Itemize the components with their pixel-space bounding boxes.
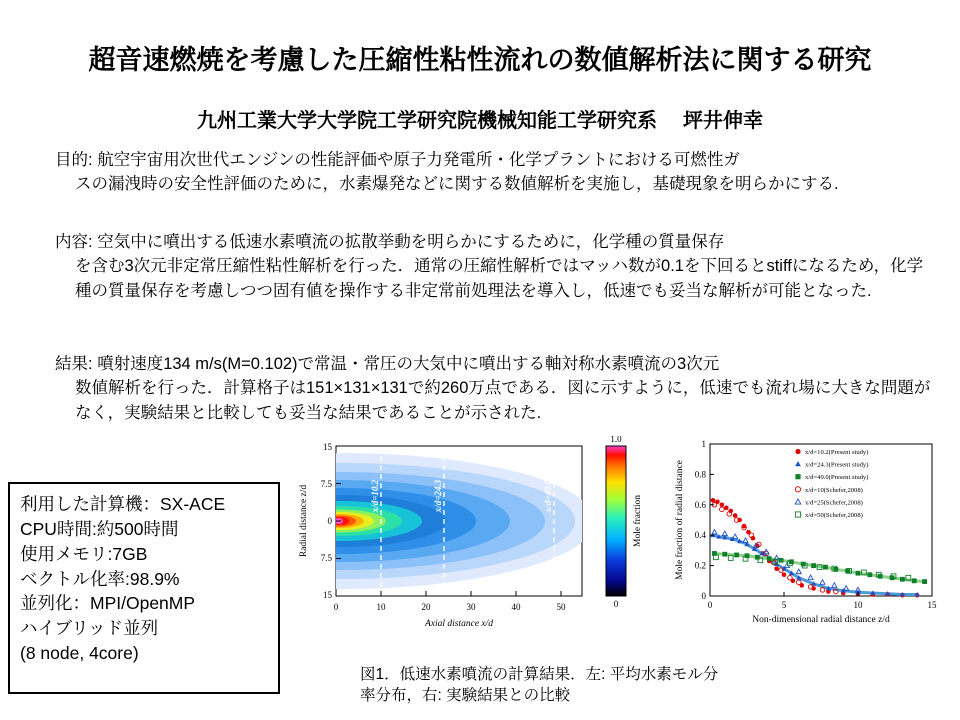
figure-caption-line2: 率分布，右: 実験結果との比較 xyxy=(360,687,571,705)
section-result-label: 結果: xyxy=(55,355,93,373)
scatter-legend-label: x/d=24.3(Present study) xyxy=(805,461,869,469)
infobox-line-2: CPU時間:約500時間 xyxy=(20,518,179,539)
contour-y-ticks xyxy=(321,442,333,600)
affiliation-author: 坪井伸幸 xyxy=(683,110,763,132)
svg-text:10: 10 xyxy=(376,602,386,612)
station-label-1: x/d=10.2 xyxy=(370,479,380,513)
section-result-rest: 数値解析を行った．計算格子は151×131×131で約260万点である．図に示すように，低速でも流れ場に大きな問題がなく，実験結果と比較しても妥当な結果であることが示された. xyxy=(75,379,931,422)
svg-text:7.5: 7.5 xyxy=(320,479,332,489)
station-label-3: x/d=49.0 xyxy=(543,479,553,513)
svg-text:0: 0 xyxy=(333,602,339,612)
infobox-line-7: (8 node, 4core) xyxy=(20,643,139,664)
section-purpose-line1: 航空宇宙用次世代エンジンの性能評価や原子力発電所・化学プラントにおける可燃性ガ xyxy=(97,151,740,169)
station-label-2: x/d=24.3 xyxy=(433,479,443,513)
contour-x-ticks xyxy=(334,602,566,612)
scatter-legend-label: x/d=50(Schefer,2008) xyxy=(805,512,863,519)
svg-text:0: 0 xyxy=(327,516,332,526)
svg-text:5: 5 xyxy=(781,600,787,610)
svg-text:40: 40 xyxy=(511,602,521,612)
page-title: 超音速燃焼を考慮した圧縮性粘性流れの数値解析法に関する研究 xyxy=(88,45,872,75)
contour-svg xyxy=(288,436,660,648)
section-content-line1: 空気中に噴出する低速水素噴流の拡散挙動を明らかにするために，化学種の質量保存 xyxy=(97,233,725,251)
section-content-label: 内容: xyxy=(55,233,93,251)
scatter-legend-label: x/d=10.2(Present study) xyxy=(805,449,869,456)
svg-text:20: 20 xyxy=(421,602,431,612)
svg-text:30: 30 xyxy=(466,602,476,612)
section-result xyxy=(55,352,935,425)
svg-text:15: 15 xyxy=(927,600,937,610)
scatter-legend-label: x/d=25(Schefer,2008) xyxy=(805,499,863,507)
svg-text:0.4: 0.4 xyxy=(694,530,706,541)
svg-text:15: 15 xyxy=(323,590,332,600)
scatter-x-axis-label: Non-dimensional radial distance z/d xyxy=(752,615,890,625)
section-content xyxy=(55,230,935,303)
infobox-line-3: 使用メモリ:7GB xyxy=(20,543,148,564)
infobox-line-6: ハイブリッド並列 xyxy=(20,618,159,639)
section-purpose xyxy=(55,148,935,197)
colorbar-max-label: 1.0 xyxy=(610,436,622,444)
scatter-y-axis-label: Mole fraction of radial distance xyxy=(675,460,685,580)
infobox-line-5: 並列化：MPI/OpenMP xyxy=(20,593,196,614)
section-result-line1: 噴射速度134 m/s(M=0.102)で常温・常圧の大気中に噴出する軸対称水素噴流の3次元 xyxy=(97,355,720,373)
svg-text:10: 10 xyxy=(853,600,863,610)
affiliation-line xyxy=(0,104,960,133)
svg-text:1: 1 xyxy=(701,439,706,449)
svg-text:7.5: 7.5 xyxy=(320,553,332,563)
comparison-svg xyxy=(670,436,948,648)
section-purpose-label: 目的: xyxy=(55,151,93,169)
figure-caption-line1: 図1．低速水素噴流の計算結果．左: 平均水素モル分 xyxy=(360,666,719,683)
svg-text:0.8: 0.8 xyxy=(694,469,706,480)
infobox-line-1: 利用した計算機：SX-ACE xyxy=(20,494,226,514)
infobox-line-4: ベクトル化率:98.9% xyxy=(20,568,180,589)
affiliation-organization: 九州工業大学大学院工学研究院機械知能工学研究系 xyxy=(197,110,657,132)
figure-caption xyxy=(360,664,920,707)
comparison-figure xyxy=(670,436,948,648)
svg-text:0.2: 0.2 xyxy=(694,560,706,571)
svg-text:50: 50 xyxy=(556,602,566,612)
colorbar xyxy=(606,446,626,596)
svg-text:0: 0 xyxy=(707,600,713,610)
colorbar-label: Mole fraction xyxy=(633,495,643,547)
contour-figure xyxy=(288,436,660,648)
scatter-legend-label: x/d=49.0(Present study) xyxy=(805,474,869,482)
colorbar-min-label: 0 xyxy=(613,599,619,609)
contour-x-axis-label: Axial distance x/d xyxy=(424,619,494,629)
svg-text:0.6: 0.6 xyxy=(694,499,706,510)
contour-y-axis-label: Radial distance z/d xyxy=(299,484,309,558)
scatter-legend-label: x/d=10(Schefer,2008) xyxy=(805,486,863,494)
section-content-rest: を含む3次元非定常圧縮性粘性解析を行った．通常の圧縮性解析ではマッハ数が0.1を下回るとstiffになるため，化学種の質量保存を考慮しつつ固有値を操作する非定常前処理法を導入し，低速でも妥当な解析が可能となった. xyxy=(75,257,924,300)
section-purpose-rest: スの漏洩時の安全性評価のために，水素爆発などに関する数値解析を実施し，基礎現象を明らかにする. xyxy=(75,175,839,194)
computing-environment-box xyxy=(8,482,280,694)
svg-text:0: 0 xyxy=(701,591,706,601)
svg-text:15: 15 xyxy=(323,442,332,452)
figure-group xyxy=(288,436,948,656)
